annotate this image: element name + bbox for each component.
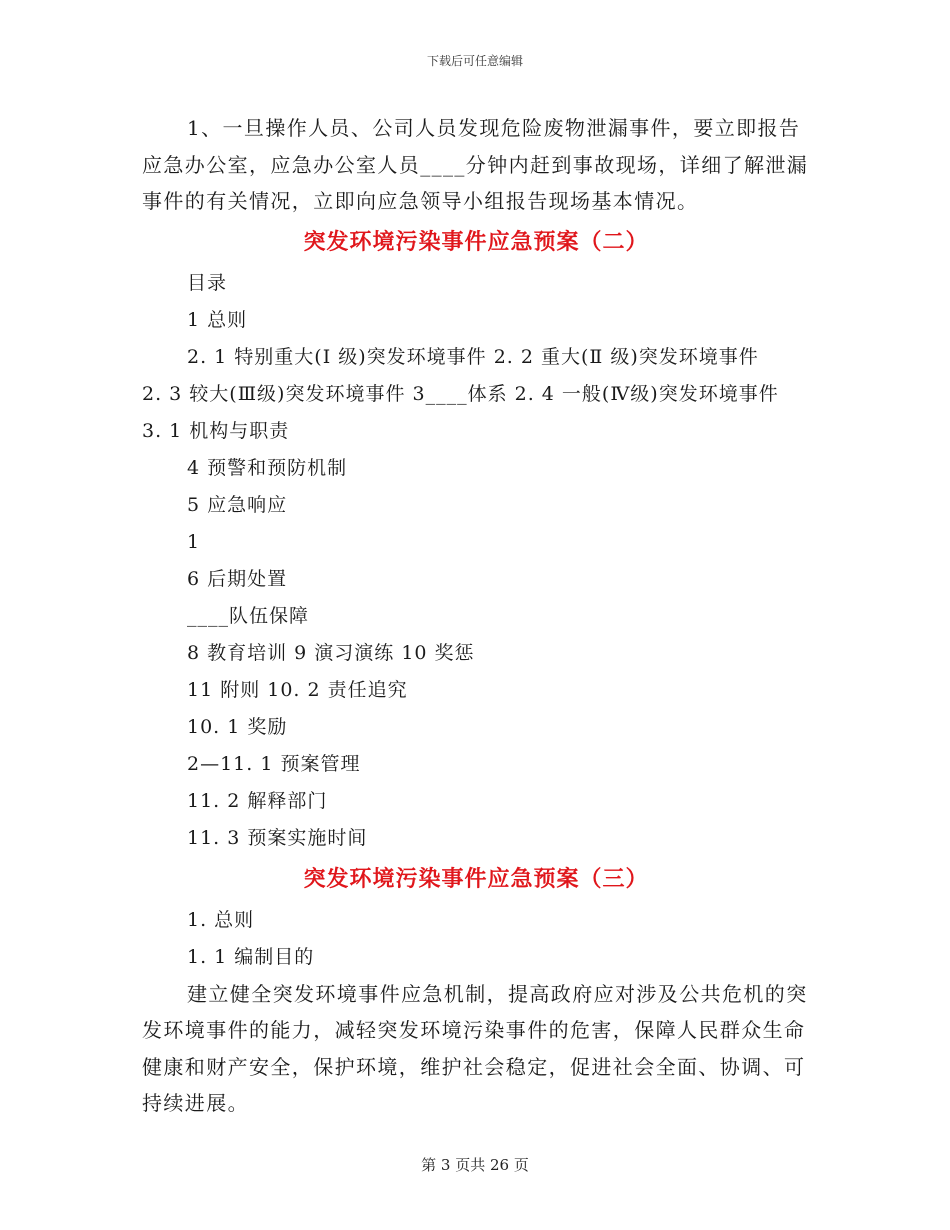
toc-item: 1 — [187, 530, 201, 553]
toc-item: 11. 3 预案实施时间 — [187, 826, 368, 849]
toc-item: 5 应急响应 — [187, 493, 288, 516]
page-header: 下载后可任意编辑 — [426, 54, 523, 68]
toc-item: 6 后期处置 — [187, 567, 288, 590]
toc-item: ____队伍保障 — [187, 604, 310, 627]
section-title-2: 突发环境污染事件应急预案（二） — [303, 229, 649, 255]
toc-item: 8 教育培训 9 演习演练 10 奖惩 — [187, 641, 475, 664]
section-heading: 1. 总则 — [187, 908, 255, 931]
toc-item: 11 附则 10. 2 责任追究 — [187, 678, 408, 701]
toc-item: 11. 2 解释部门 — [187, 789, 328, 812]
toc-item: 目录 — [187, 271, 228, 294]
toc-item: 2. 1 特别重大(Ⅰ 级)突发环境事件 2. 2 重大(Ⅱ 级)突发环境事件 — [187, 345, 759, 368]
toc-item: 1 总则 — [187, 308, 248, 331]
purpose-paragraph: 建立健全突发环境事件应急机制，提高政府应对涉及公共危机的突发环境事件的能力，减轻突发环境污染事件的危害，保障人民群众生命健康和财产安全，保护环境，维护社会稳定，促进社会全面、协调、可持续进展。 — [142, 981, 808, 1115]
toc-item: 2—11. 1 预案管理 — [187, 752, 361, 775]
leak-report-paragraph: 1、一旦操作人员、公司人员发现危险废物泄漏事件，要立即报告应急办公室，应急办公室人员____分钟内赶到事故现场，详细了解泄漏事件的有关情况，立即向应急领导小组报告现场基本情况。 — [142, 116, 809, 213]
toc-item: 3. 1 机构与职责 — [142, 419, 290, 442]
toc-item: 2. 3 较大(Ⅲ级)突发环境事件 3____体系 2. 4 一般(Ⅳ级)突发环境事件 — [142, 382, 779, 405]
table-of-contents — [142, 265, 810, 857]
toc-item: 4 预警和预防机制 — [187, 456, 348, 479]
toc-item: 10. 1 奖励 — [187, 715, 288, 738]
section-title-3: 突发环境污染事件应急预案（三） — [303, 866, 649, 892]
document-body — [142, 110, 810, 1122]
section-heading: 1. 1 编制目的 — [187, 945, 315, 968]
page-footer: 第 3 页共 26 页 — [421, 1156, 529, 1174]
